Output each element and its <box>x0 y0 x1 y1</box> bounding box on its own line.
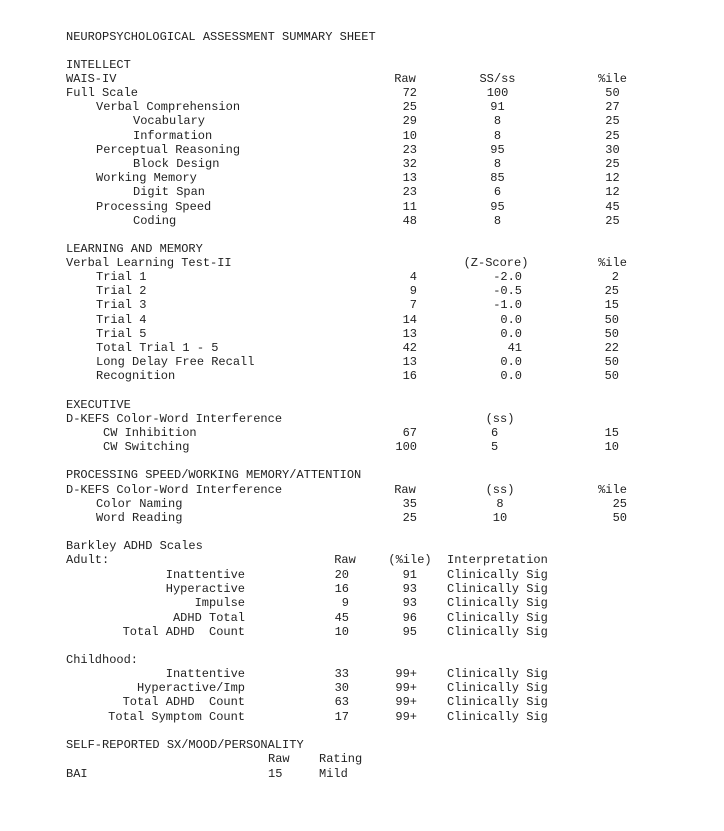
col-percentile-header: %ile <box>598 256 627 270</box>
selfreport-heading: SELF-REPORTED SX/MOOD/PERSONALITY <box>66 738 304 752</box>
raw-score: 13 <box>402 326 417 341</box>
percentile: 50 <box>604 369 619 384</box>
scaled-score: 10 <box>492 511 508 526</box>
raw-score: 14 <box>402 312 417 327</box>
raw-score: 25 <box>402 511 417 526</box>
percentile: 95 <box>402 624 417 639</box>
learning-heading: LEARNING AND MEMORY <box>66 242 203 256</box>
raw-score: 72 <box>402 86 417 100</box>
z-score: 0.0 <box>500 355 522 370</box>
percentile: 12 <box>605 185 620 200</box>
raw-score: 16 <box>402 369 417 384</box>
row-label: Working Memory <box>96 171 197 186</box>
scale-label: Hyperactive <box>165 582 245 597</box>
cvlt-test-name: Verbal Learning Test-II <box>66 256 232 270</box>
scaled-score: 6 <box>491 426 499 440</box>
raw-score: 10 <box>334 624 349 639</box>
standard-score: 85 <box>490 171 505 186</box>
percentile: 25 <box>605 213 620 228</box>
z-score: 0.0 <box>500 326 522 341</box>
raw-score: 33 <box>334 667 349 681</box>
col-ss-header: (ss) <box>485 412 515 426</box>
percentile: 25 <box>605 128 620 143</box>
interpretation: Clinically Sig <box>447 624 548 639</box>
percentile: 50 <box>604 326 619 341</box>
col-ss-header: (ss) <box>485 483 515 497</box>
percentile: 96 <box>402 610 417 625</box>
raw-score: 17 <box>334 709 349 724</box>
col-raw-header: Raw <box>334 553 356 567</box>
percentile: 50 <box>604 355 619 370</box>
interpretation: Clinically Sig <box>447 582 548 597</box>
standard-score: 8 <box>493 213 502 228</box>
percentile: 30 <box>605 142 620 157</box>
raw-score: 9 <box>409 284 417 299</box>
raw-score: 7 <box>409 298 417 313</box>
percentile: 50 <box>612 511 627 526</box>
scale-label: Impulse <box>194 596 245 611</box>
percentile: 99+ <box>395 709 417 724</box>
z-score: -2.0 <box>493 270 522 284</box>
childhood-label: Childhood: <box>66 653 139 667</box>
row-label: Trial 3 <box>96 298 147 313</box>
row-label: Trial 4 <box>96 312 147 327</box>
standard-score: 100 <box>486 86 509 100</box>
standard-score: 8 <box>493 157 502 171</box>
row-label: Digit Span <box>133 185 206 200</box>
percentile: 99+ <box>395 667 417 681</box>
z-score: -1.0 <box>493 298 522 313</box>
col-raw-header: Raw <box>394 483 416 497</box>
rating: Mild <box>319 767 348 781</box>
row-label: Information <box>133 128 213 143</box>
row-label: Long Delay Free Recall <box>96 355 255 370</box>
raw-score: 13 <box>402 355 417 370</box>
percentile: 27 <box>605 100 620 115</box>
wais-test-name: WAIS-IV <box>66 72 117 86</box>
interpretation: Clinically Sig <box>447 667 548 681</box>
raw-score: 15 <box>268 767 283 781</box>
row-label: Trial 5 <box>96 326 147 341</box>
row-label: Processing Speed <box>96 199 212 214</box>
row-label: Color Naming <box>96 497 183 511</box>
scale-label: Total Symptom Count <box>108 709 245 724</box>
percentile: 50 <box>604 312 619 327</box>
raw-score: 13 <box>402 171 417 186</box>
scaled-score: 5 <box>491 440 499 455</box>
col-percentile-header: %ile <box>598 72 627 86</box>
percentile: 25 <box>605 157 620 171</box>
interpretation: Clinically Sig <box>447 709 548 724</box>
interpretation: Clinically Sig <box>447 568 548 582</box>
col-raw-header: Raw <box>268 752 290 766</box>
row-label: Trial 1 <box>96 270 147 284</box>
row-label: Block Design <box>133 157 220 171</box>
scaled-score: 8 <box>496 497 504 511</box>
standard-score: 95 <box>490 199 505 214</box>
raw-score: 23 <box>402 185 417 200</box>
dkefs-test-name: D-KEFS Color-Word Interference <box>66 412 283 426</box>
percentile: 25 <box>604 284 619 299</box>
raw-score: 23 <box>402 142 417 157</box>
col-percentile-header: (%ile) <box>388 553 432 567</box>
raw-score: 29 <box>402 114 417 129</box>
scale-label: Inattentive <box>165 667 245 681</box>
col-rating-header: Rating <box>319 752 363 766</box>
raw-score: 35 <box>402 497 417 511</box>
row-label: Recognition <box>96 369 176 384</box>
percentile: 15 <box>604 298 619 313</box>
raw-score: 48 <box>402 213 417 228</box>
col-zscore-header: (Z-Score) <box>463 256 529 270</box>
standard-score: 91 <box>490 100 505 115</box>
raw-score: 100 <box>395 440 417 455</box>
barkley-heading: Barkley ADHD Scales <box>66 539 203 553</box>
raw-score: 63 <box>334 695 349 710</box>
raw-score: 25 <box>402 100 417 115</box>
z-score: 0.0 <box>500 312 522 327</box>
z-score: 41 <box>507 341 522 355</box>
standard-score: 8 <box>493 114 502 129</box>
z-score: 0.0 <box>500 369 522 384</box>
raw-score: 30 <box>334 681 349 696</box>
row-label: Vocabulary <box>133 114 206 129</box>
percentile: 93 <box>402 596 417 611</box>
raw-score: 32 <box>402 157 417 171</box>
percentile: 45 <box>605 199 620 214</box>
col-percentile-header: %ile <box>598 483 627 497</box>
percentile: 15 <box>604 426 619 440</box>
interpretation: Clinically Sig <box>447 695 548 710</box>
raw-score: 10 <box>402 128 417 143</box>
sheet-title: NEUROPSYCHOLOGICAL ASSESSMENT SUMMARY SHEET <box>66 30 376 44</box>
scale-label: ADHD Total <box>172 610 245 625</box>
col-interpretation-header: Interpretation <box>447 553 548 567</box>
percentile: 25 <box>612 497 627 511</box>
row-label: Trial 2 <box>96 284 147 299</box>
raw-score: 9 <box>341 596 349 611</box>
z-score: -0.5 <box>493 284 522 299</box>
raw-score: 20 <box>334 568 349 582</box>
row-label: Verbal Comprehension <box>96 100 241 115</box>
standard-score: 95 <box>490 142 505 157</box>
interpretation: Clinically Sig <box>447 596 548 611</box>
processing-heading: PROCESSING SPEED/WORKING MEMORY/ATTENTION <box>66 468 362 482</box>
percentile: 99+ <box>395 681 417 696</box>
raw-score: 11 <box>402 199 417 214</box>
adult-label: Adult: <box>66 553 110 567</box>
percentile: 2 <box>611 270 619 284</box>
scale-label: Total ADHD Count <box>122 624 245 639</box>
percentile: 10 <box>604 440 619 455</box>
dkefs-test-name: D-KEFS Color-Word Interference <box>66 483 283 497</box>
intellect-heading: INTELLECT <box>66 58 131 72</box>
raw-score: 45 <box>334 610 349 625</box>
row-label: Coding <box>133 213 177 228</box>
percentile: 93 <box>402 582 417 597</box>
col-raw-header: Raw <box>394 72 416 86</box>
scale-label: Inattentive <box>165 568 245 582</box>
raw-score: 16 <box>334 582 349 597</box>
row-label: Full Scale <box>66 86 139 100</box>
standard-score: 6 <box>493 185 502 200</box>
percentile: 99+ <box>395 695 417 710</box>
raw-score: 4 <box>409 270 417 284</box>
col-ss-header: SS/ss <box>479 72 516 86</box>
interpretation: Clinically Sig <box>447 610 548 625</box>
percentile: 25 <box>605 114 620 129</box>
row-label: Word Reading <box>96 511 183 526</box>
row-label: CW Inhibition <box>103 426 197 440</box>
standard-score: 8 <box>493 128 502 143</box>
percentile: 12 <box>605 171 620 186</box>
row-label: Total Trial 1 - 5 <box>96 341 219 355</box>
executive-heading: EXECUTIVE <box>66 398 131 412</box>
interpretation: Clinically Sig <box>447 681 548 696</box>
percentile: 50 <box>605 86 620 100</box>
percentile: 91 <box>402 568 417 582</box>
scale-label: Total ADHD Count <box>122 695 245 710</box>
raw-score: 42 <box>402 341 417 355</box>
row-label: BAI <box>66 767 88 781</box>
raw-score: 67 <box>402 426 417 440</box>
row-label: CW Switching <box>103 440 190 455</box>
percentile: 22 <box>604 341 619 355</box>
scale-label: Hyperactive/Imp <box>136 681 245 696</box>
row-label: Perceptual Reasoning <box>96 142 241 157</box>
